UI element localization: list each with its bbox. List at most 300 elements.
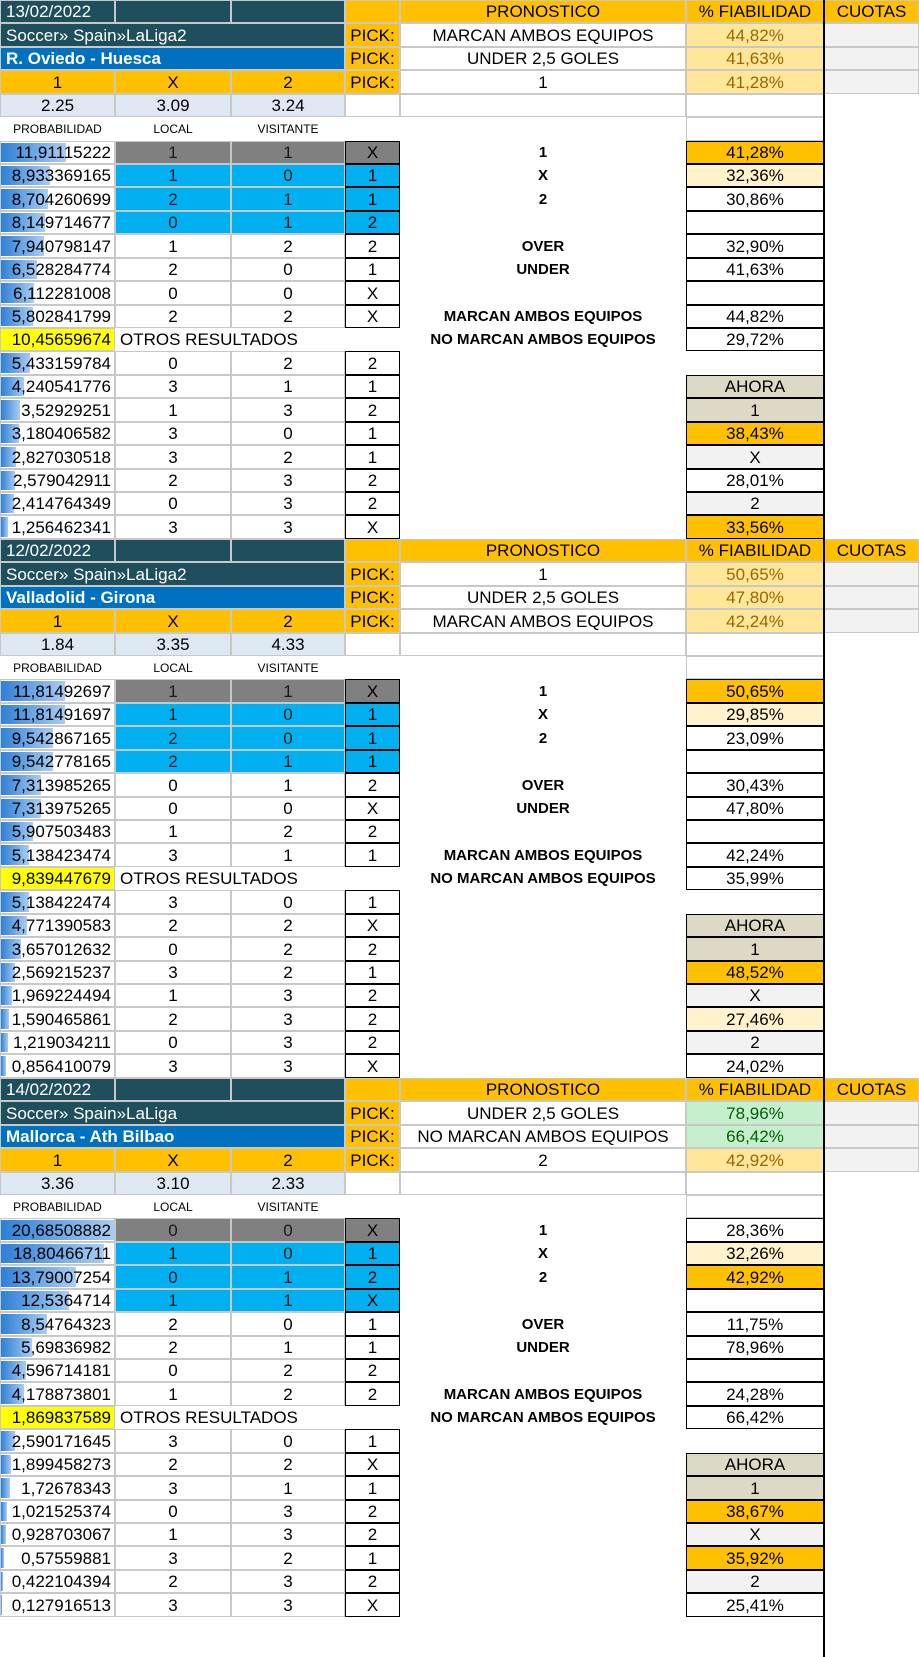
scoreline-probability[interactable] (0, 1476, 115, 1500)
ahora-cell[interactable]: 1 (686, 1476, 824, 1500)
visitor-goals[interactable]: 3 (231, 1523, 345, 1546)
blank-cell[interactable] (686, 656, 824, 679)
visitor-goals[interactable]: 1 (231, 1336, 345, 1359)
scoreline-probability[interactable] (0, 961, 115, 984)
ahora-cell[interactable]: 2 (686, 1031, 824, 1054)
scoreline-probability[interactable] (0, 1312, 115, 1336)
scoreline-result[interactable]: 2 (345, 234, 400, 258)
scoreline-result[interactable]: 1 (345, 375, 400, 398)
ahora-cell[interactable]: 27,46% (686, 1007, 824, 1031)
visitor-goals[interactable]: 3 (231, 398, 345, 422)
visitor-goals[interactable]: 1 (231, 141, 345, 164)
visitor-goals[interactable]: 2 (231, 914, 345, 937)
odds-cell[interactable] (824, 47, 919, 70)
visitor-goals[interactable]: 1 (231, 1289, 345, 1312)
scoreline-probability[interactable] (0, 1546, 115, 1570)
ahora-cell[interactable]: AHORA (686, 1453, 824, 1476)
market-percentage[interactable] (686, 750, 824, 773)
fiabilidad-header[interactable]: % FIABILIDAD (686, 1078, 824, 1101)
outcome-1-header[interactable]: 1 (0, 70, 115, 94)
visitor-goals[interactable]: 0 (231, 1242, 345, 1265)
local-header[interactable]: LOCAL (153, 122, 193, 136)
local-goals[interactable]: 3 (115, 1054, 231, 1078)
otros-probability[interactable]: 1,869837589 (0, 1406, 115, 1429)
market-percentage[interactable]: 32,90% (686, 234, 824, 258)
header-blank[interactable] (115, 1078, 231, 1101)
local-goals[interactable]: 3 (115, 1429, 231, 1453)
probabilidad-header[interactable]: PROBABILIDAD (13, 1199, 102, 1214)
ahora-cell[interactable]: AHORA (686, 375, 824, 398)
outcome-2-header[interactable]: 2 (231, 70, 345, 94)
visitor-goals[interactable]: 1 (231, 679, 345, 703)
scoreline-result[interactable]: 2 (345, 937, 400, 961)
scoreline-result[interactable]: 1 (345, 1546, 400, 1570)
local-goals[interactable]: 2 (115, 187, 231, 211)
pick-reliability[interactable]: 50,65% (686, 562, 824, 586)
scoreline-probability[interactable] (0, 1031, 115, 1054)
scoreline-result[interactable]: X (345, 1054, 400, 1078)
local-goals[interactable]: 3 (115, 961, 231, 984)
local-goals[interactable]: 3 (115, 1546, 231, 1570)
visitor-goals[interactable]: 0 (231, 797, 345, 820)
odds-1[interactable]: 3.36 (0, 1172, 115, 1195)
blank-cell[interactable] (400, 94, 686, 117)
market-label[interactable]: MARCAN AMBOS EQUIPOS (443, 846, 643, 864)
visitor-goals[interactable]: 1 (231, 843, 345, 867)
local-goals[interactable]: 0 (115, 281, 231, 305)
blank-cell[interactable] (345, 1172, 400, 1195)
market-percentage[interactable]: 29,85% (686, 703, 824, 726)
pick-reliability[interactable]: 66,42% (686, 1125, 824, 1148)
local-goals[interactable]: 3 (115, 843, 231, 867)
visitor-goals[interactable]: 2 (231, 937, 345, 961)
header-blank[interactable] (231, 0, 345, 23)
local-goals[interactable]: 3 (115, 1593, 231, 1617)
market-percentage[interactable]: 23,09% (686, 726, 824, 750)
local-goals[interactable]: 1 (115, 984, 231, 1007)
market-label[interactable]: NO MARCAN AMBOS EQUIPOS (430, 870, 656, 887)
scoreline-result[interactable]: 2 (345, 1570, 400, 1593)
visitor-goals[interactable]: 0 (231, 164, 345, 187)
visitor-goals[interactable]: 2 (231, 445, 345, 469)
scoreline-probability[interactable] (0, 1429, 115, 1453)
scoreline-result[interactable]: X (345, 679, 400, 703)
market-percentage[interactable]: 42,24% (686, 843, 824, 867)
pick-label[interactable]: PICK: (345, 70, 400, 94)
visitor-goals[interactable]: 0 (231, 890, 345, 914)
scoreline-probability[interactable] (0, 1218, 115, 1242)
ahora-cell[interactable]: X (686, 1523, 824, 1546)
visitor-goals[interactable]: 0 (231, 1312, 345, 1336)
pick-label[interactable]: PICK: (345, 47, 400, 70)
scoreline-probability[interactable] (0, 398, 115, 422)
probabilidad-header[interactable]: PROBABILIDAD (13, 660, 102, 675)
scoreline-probability[interactable] (0, 375, 115, 398)
ahora-cell[interactable]: 48,52% (686, 961, 824, 984)
local-goals[interactable]: 1 (115, 234, 231, 258)
market-percentage[interactable]: 47,80% (686, 797, 824, 820)
scoreline-result[interactable]: 1 (345, 1336, 400, 1359)
pick-label[interactable]: PICK: (345, 562, 400, 586)
market-percentage[interactable]: 66,42% (686, 1406, 824, 1429)
probabilidad-header[interactable]: PROBABILIDAD (13, 122, 102, 136)
odds-cell[interactable] (824, 1125, 919, 1148)
scoreline-probability[interactable] (0, 445, 115, 469)
odds-1[interactable]: 2.25 (0, 94, 115, 117)
visitor-goals[interactable]: 0 (231, 422, 345, 445)
pick-label[interactable]: PICK: (345, 1148, 400, 1172)
market-label[interactable]: 1 (538, 144, 548, 161)
ahora-cell[interactable]: 1 (686, 398, 824, 422)
outcome-1-header[interactable]: 1 (0, 1148, 115, 1172)
visitor-goals[interactable]: 3 (231, 515, 345, 539)
visitor-goals[interactable]: 2 (231, 305, 345, 328)
scoreline-probability[interactable] (0, 1007, 115, 1031)
scoreline-result[interactable]: 2 (345, 1382, 400, 1406)
pick-value[interactable]: 2 (400, 1148, 686, 1172)
visitor-goals[interactable]: 3 (231, 492, 345, 515)
scoreline-result[interactable]: 1 (345, 1312, 400, 1336)
otros-probability[interactable]: 9,839447679 (0, 867, 115, 890)
market-percentage[interactable]: 44,82% (686, 305, 824, 328)
local-goals[interactable]: 1 (115, 679, 231, 703)
market-percentage[interactable]: 11,75% (686, 1312, 824, 1336)
market-label[interactable]: 2 (538, 190, 548, 208)
scoreline-result[interactable]: 2 (345, 1500, 400, 1523)
market-percentage[interactable] (686, 211, 824, 234)
local-goals[interactable]: 1 (115, 1523, 231, 1546)
local-goals[interactable]: 1 (115, 164, 231, 187)
market-percentage[interactable] (686, 1359, 824, 1382)
scoreline-probability[interactable] (0, 234, 115, 258)
scoreline-result[interactable]: 2 (345, 820, 400, 843)
scoreline-result[interactable]: X (345, 305, 400, 328)
scoreline-result[interactable]: 2 (345, 492, 400, 515)
scoreline-result[interactable]: 1 (345, 843, 400, 867)
market-percentage[interactable] (686, 820, 824, 843)
match-date[interactable]: 14/02/2022 (0, 1078, 115, 1101)
local-goals[interactable]: 2 (115, 750, 231, 773)
pronostico-header[interactable]: PRONOSTICO (400, 0, 686, 23)
market-label[interactable]: NO MARCAN AMBOS EQUIPOS (430, 331, 656, 348)
local-goals[interactable]: 0 (115, 937, 231, 961)
pick-value[interactable]: MARCAN AMBOS EQUIPOS (400, 23, 686, 47)
scoreline-probability[interactable] (0, 1242, 115, 1265)
pick-label[interactable]: PICK: (345, 1125, 400, 1148)
odds-2[interactable]: 2.33 (231, 1172, 345, 1195)
local-goals[interactable]: 0 (115, 1359, 231, 1382)
local-goals[interactable]: 3 (115, 445, 231, 469)
match-name[interactable]: R. Oviedo - Huesca (0, 47, 345, 70)
competition-name[interactable]: Soccer» Spain»LaLiga2 (0, 562, 345, 586)
cuotas-header[interactable]: CUOTAS (824, 1078, 919, 1101)
visitor-goals[interactable]: 3 (231, 1031, 345, 1054)
local-goals[interactable]: 3 (115, 1476, 231, 1500)
local-goals[interactable]: 0 (115, 773, 231, 797)
scoreline-result[interactable]: X (345, 281, 400, 305)
odds-2[interactable]: 3.24 (231, 94, 345, 117)
scoreline-probability[interactable] (0, 679, 115, 703)
visitor-goals[interactable]: 1 (231, 211, 345, 234)
scoreline-result[interactable]: 1 (345, 187, 400, 211)
scoreline-probability[interactable] (0, 422, 115, 445)
scoreline-probability[interactable] (0, 914, 115, 937)
pick-value[interactable]: UNDER 2,5 GOLES (400, 47, 686, 70)
match-date[interactable]: 13/02/2022 (0, 0, 115, 23)
blank-cell[interactable] (686, 1172, 824, 1195)
visitante-header[interactable]: VISITANTE (257, 660, 319, 675)
visitor-goals[interactable]: 2 (231, 234, 345, 258)
market-percentage[interactable]: 50,65% (686, 679, 824, 703)
pronostico-header[interactable]: PRONOSTICO (400, 1078, 686, 1101)
pick-label[interactable]: PICK: (345, 23, 400, 47)
ahora-cell[interactable]: 33,56% (686, 515, 824, 539)
market-label[interactable]: X (537, 167, 548, 184)
scoreline-result[interactable]: 2 (345, 1523, 400, 1546)
scoreline-result[interactable]: 2 (345, 398, 400, 422)
scoreline-result[interactable]: 1 (345, 750, 400, 773)
local-goals[interactable]: 0 (115, 1218, 231, 1242)
match-name[interactable]: Mallorca - Ath Bilbao (0, 1125, 345, 1148)
pick-value[interactable]: 1 (400, 70, 686, 94)
local-header[interactable]: LOCAL (153, 660, 193, 675)
scoreline-result[interactable]: 1 (345, 890, 400, 914)
scoreline-probability[interactable] (0, 469, 115, 492)
odds-cell[interactable] (824, 23, 919, 47)
local-goals[interactable]: 1 (115, 1242, 231, 1265)
scoreline-probability[interactable] (0, 1570, 115, 1593)
local-goals[interactable]: 2 (115, 1312, 231, 1336)
scoreline-probability[interactable] (0, 1265, 115, 1289)
ahora-cell[interactable]: X (686, 984, 824, 1007)
odds-cell[interactable] (824, 1101, 919, 1125)
otros-resultados-label[interactable]: OTROS RESULTADOS (120, 869, 298, 888)
market-label[interactable]: UNDER (516, 800, 570, 817)
ahora-cell[interactable]: 28,01% (686, 469, 824, 492)
market-percentage[interactable]: 41,63% (686, 258, 824, 281)
scoreline-probability[interactable] (0, 703, 115, 726)
ahora-cell[interactable]: 24,02% (686, 1054, 824, 1078)
visitor-goals[interactable]: 2 (231, 351, 345, 375)
visitor-goals[interactable]: 1 (231, 375, 345, 398)
pick-reliability[interactable]: 78,96% (686, 1101, 824, 1125)
scoreline-result[interactable]: 1 (345, 703, 400, 726)
scoreline-probability[interactable] (0, 1289, 115, 1312)
scoreline-probability[interactable] (0, 1500, 115, 1523)
visitor-goals[interactable]: 2 (231, 820, 345, 843)
odds-2[interactable]: 4.33 (231, 633, 345, 656)
scoreline-probability[interactable] (0, 305, 115, 328)
local-goals[interactable]: 2 (115, 1007, 231, 1031)
market-label[interactable]: X (537, 1245, 548, 1262)
market-label[interactable]: OVER (521, 776, 565, 794)
competition-name[interactable]: Soccer» Spain»LaLiga2 (0, 23, 345, 47)
visitor-goals[interactable]: 3 (231, 1054, 345, 1078)
local-goals[interactable]: 0 (115, 492, 231, 515)
market-label[interactable]: 1 (538, 1221, 548, 1239)
scoreline-result[interactable]: 2 (345, 773, 400, 797)
scoreline-probability[interactable] (0, 141, 115, 164)
visitor-goals[interactable]: 0 (231, 703, 345, 726)
local-goals[interactable]: 2 (115, 469, 231, 492)
visitante-header[interactable]: VISITANTE (257, 1199, 319, 1214)
blank-cell[interactable] (345, 94, 400, 117)
market-percentage[interactable]: 28,36% (686, 1218, 824, 1242)
market-label[interactable]: MARCAN AMBOS EQUIPOS (443, 1385, 643, 1403)
visitante-header[interactable]: VISITANTE (257, 122, 319, 136)
pick-reliability[interactable]: 44,82% (686, 23, 824, 47)
pick-label[interactable]: PICK: (345, 1101, 400, 1125)
pick-label[interactable]: PICK: (345, 586, 400, 609)
visitor-goals[interactable]: 2 (231, 1359, 345, 1382)
ahora-cell[interactable]: 35,92% (686, 1546, 824, 1570)
scoreline-probability[interactable] (0, 187, 115, 211)
scoreline-probability[interactable] (0, 351, 115, 375)
pick-reliability[interactable]: 42,92% (686, 1148, 824, 1172)
scoreline-result[interactable]: X (345, 914, 400, 937)
blank-cell[interactable] (345, 633, 400, 656)
scoreline-result[interactable]: 2 (345, 469, 400, 492)
local-goals[interactable]: 1 (115, 703, 231, 726)
local-goals[interactable]: 2 (115, 914, 231, 937)
market-percentage[interactable] (686, 1289, 824, 1312)
scoreline-probability[interactable] (0, 1382, 115, 1406)
scoreline-probability[interactable] (0, 1453, 115, 1476)
scoreline-probability[interactable] (0, 1336, 115, 1359)
odds-x[interactable]: 3.10 (115, 1172, 231, 1195)
odds-x[interactable]: 3.09 (115, 94, 231, 117)
header-blank[interactable] (231, 539, 345, 562)
pick-value[interactable]: MARCAN AMBOS EQUIPOS (400, 609, 686, 633)
local-goals[interactable]: 2 (115, 258, 231, 281)
ahora-cell[interactable]: 1 (686, 937, 824, 961)
otros-probability[interactable]: 10,45659674 (0, 328, 115, 351)
market-label[interactable]: 2 (538, 729, 548, 747)
scoreline-result[interactable]: 2 (345, 351, 400, 375)
scoreline-result[interactable]: 2 (345, 1265, 400, 1289)
local-goals[interactable]: 0 (115, 797, 231, 820)
pick-value[interactable]: NO MARCAN AMBOS EQUIPOS (400, 1125, 686, 1148)
market-percentage[interactable]: 32,26% (686, 1242, 824, 1265)
market-percentage[interactable] (686, 281, 824, 305)
scoreline-result[interactable]: X (345, 141, 400, 164)
blank-cell[interactable] (686, 94, 824, 117)
ahora-cell[interactable]: X (686, 445, 824, 469)
visitor-goals[interactable]: 0 (231, 1218, 345, 1242)
local-goals[interactable]: 3 (115, 890, 231, 914)
header-blank[interactable] (115, 0, 231, 23)
pick-value[interactable]: UNDER 2,5 GOLES (400, 1101, 686, 1125)
scoreline-probability[interactable] (0, 843, 115, 867)
visitor-goals[interactable]: 2 (231, 1453, 345, 1476)
scoreline-result[interactable]: 2 (345, 1031, 400, 1054)
local-goals[interactable]: 0 (115, 1265, 231, 1289)
outcome-1-header[interactable]: 1 (0, 609, 115, 633)
scoreline-probability[interactable] (0, 1054, 115, 1078)
ahora-cell[interactable]: AHORA (686, 914, 824, 937)
market-percentage[interactable]: 35,99% (686, 867, 824, 890)
blank-cell[interactable] (686, 1195, 824, 1218)
scoreline-result[interactable]: 1 (345, 726, 400, 750)
visitor-goals[interactable]: 2 (231, 961, 345, 984)
odds-x[interactable]: 3.35 (115, 633, 231, 656)
outcome-2-header[interactable]: 2 (231, 609, 345, 633)
market-percentage[interactable]: 24,28% (686, 1382, 824, 1406)
match-name[interactable]: Valladolid - Girona (0, 586, 345, 609)
scoreline-probability[interactable] (0, 164, 115, 187)
scoreline-probability[interactable] (0, 281, 115, 305)
visitor-goals[interactable]: 0 (231, 258, 345, 281)
visitor-goals[interactable]: 1 (231, 750, 345, 773)
market-percentage[interactable]: 42,92% (686, 1265, 824, 1289)
market-percentage[interactable]: 29,72% (686, 328, 824, 351)
pick-reliability[interactable]: 42,24% (686, 609, 824, 633)
local-goals[interactable]: 3 (115, 422, 231, 445)
outcome-x-header[interactable]: X (115, 70, 231, 94)
visitor-goals[interactable]: 3 (231, 984, 345, 1007)
scoreline-probability[interactable] (0, 1523, 115, 1546)
local-goals[interactable]: 0 (115, 351, 231, 375)
market-percentage[interactable]: 78,96% (686, 1336, 824, 1359)
competition-name[interactable]: Soccer» Spain»LaLiga (0, 1101, 345, 1125)
otros-resultados-label[interactable]: OTROS RESULTADOS (120, 330, 298, 349)
scoreline-result[interactable]: X (345, 515, 400, 539)
outcome-x-header[interactable]: X (115, 1148, 231, 1172)
scoreline-probability[interactable] (0, 258, 115, 281)
scoreline-probability[interactable] (0, 211, 115, 234)
cuotas-header[interactable]: CUOTAS (824, 0, 919, 23)
market-label[interactable]: OVER (521, 237, 565, 255)
scoreline-probability[interactable] (0, 820, 115, 843)
local-goals[interactable]: 2 (115, 726, 231, 750)
outcome-2-header[interactable]: 2 (231, 1148, 345, 1172)
scoreline-probability[interactable] (0, 1359, 115, 1382)
scoreline-probability[interactable] (0, 1593, 115, 1617)
market-percentage[interactable]: 32,36% (686, 164, 824, 187)
fiabilidad-header[interactable]: % FIABILIDAD (686, 539, 824, 562)
pick-reliability[interactable]: 41,63% (686, 47, 824, 70)
market-label[interactable]: 2 (538, 1268, 548, 1286)
market-label[interactable]: X (537, 706, 548, 723)
ahora-cell[interactable]: 2 (686, 492, 824, 515)
local-goals[interactable]: 1 (115, 141, 231, 164)
scoreline-result[interactable]: 2 (345, 984, 400, 1007)
ahora-cell[interactable]: 38,43% (686, 422, 824, 445)
visitor-goals[interactable]: 0 (231, 726, 345, 750)
visitor-goals[interactable]: 3 (231, 1570, 345, 1593)
pronostico-header[interactable]: PRONOSTICO (400, 539, 686, 562)
visitor-goals[interactable]: 0 (231, 1429, 345, 1453)
local-goals[interactable]: 0 (115, 1031, 231, 1054)
pick-value[interactable]: 1 (400, 562, 686, 586)
ahora-cell[interactable]: 38,67% (686, 1500, 824, 1523)
market-percentage[interactable]: 30,86% (686, 187, 824, 211)
market-label[interactable]: MARCAN AMBOS EQUIPOS (443, 308, 643, 325)
local-goals[interactable]: 1 (115, 820, 231, 843)
odds-cell[interactable] (824, 562, 919, 586)
local-goals[interactable]: 1 (115, 1382, 231, 1406)
market-label[interactable]: OVER (521, 1315, 565, 1333)
local-goals[interactable]: 3 (115, 515, 231, 539)
cuotas-header[interactable]: CUOTAS (824, 539, 919, 562)
header-blank[interactable] (345, 1078, 400, 1101)
visitor-goals[interactable]: 1 (231, 773, 345, 797)
visitor-goals[interactable]: 3 (231, 1500, 345, 1523)
scoreline-probability[interactable] (0, 797, 115, 820)
scoreline-result[interactable]: 1 (345, 422, 400, 445)
pick-reliability[interactable]: 47,80% (686, 586, 824, 609)
scoreline-result[interactable]: X (345, 1593, 400, 1617)
